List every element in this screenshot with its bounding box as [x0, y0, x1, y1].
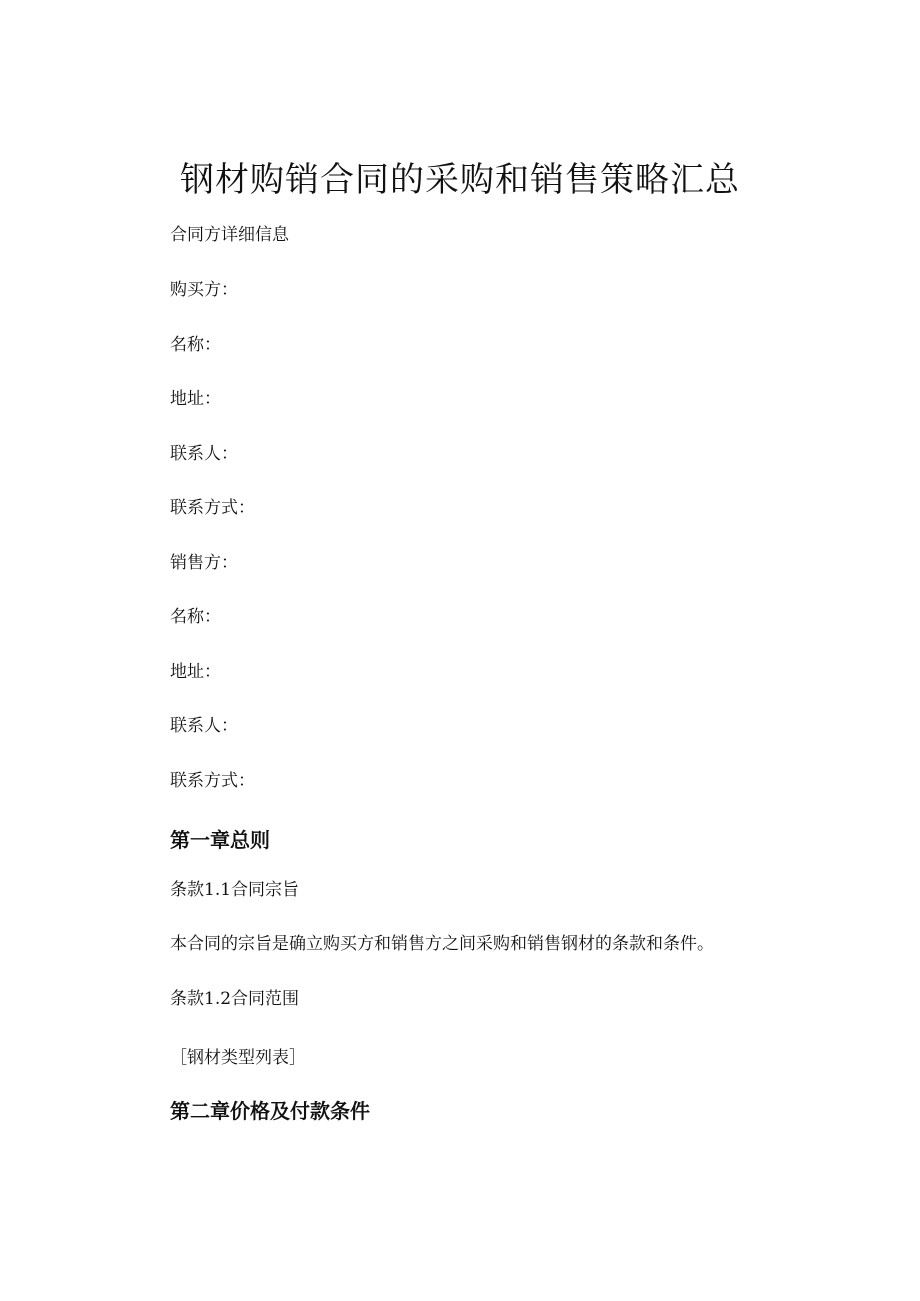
seller-contact-person-label: 联系人：	[170, 716, 238, 736]
steel-type-list-placeholder: ［钢材类型列表］	[170, 1048, 306, 1068]
seller-address-label: 地址：	[170, 662, 221, 682]
parties-heading: 合同方详细信息	[170, 225, 289, 245]
buyer-label: 购买方：	[170, 280, 238, 300]
seller-contact-method-label: 联系方式：	[170, 771, 255, 791]
document-title: 钢材购销合同的采购和销售策略汇总	[180, 160, 740, 200]
clause-1-1-body: 本合同的宗旨是确立购买方和销售方之间采购和销售钢材的条款和条件。	[170, 934, 714, 954]
buyer-contact-person-label: 联系人：	[170, 444, 238, 464]
seller-name-label: 名称：	[170, 607, 221, 627]
chapter2-heading: 第二章价格及付款条件	[170, 1099, 370, 1123]
clause-1-2-title: 条款1.2合同范围	[170, 989, 300, 1009]
buyer-name-label: 名称：	[170, 335, 221, 355]
buyer-address-label: 地址：	[170, 389, 221, 409]
chapter1-heading: 第一章总则	[170, 828, 270, 852]
clause-1-1-title: 条款1.1合同宗旨	[170, 880, 300, 900]
seller-label: 销售方：	[170, 553, 238, 573]
buyer-contact-method-label: 联系方式：	[170, 498, 255, 518]
